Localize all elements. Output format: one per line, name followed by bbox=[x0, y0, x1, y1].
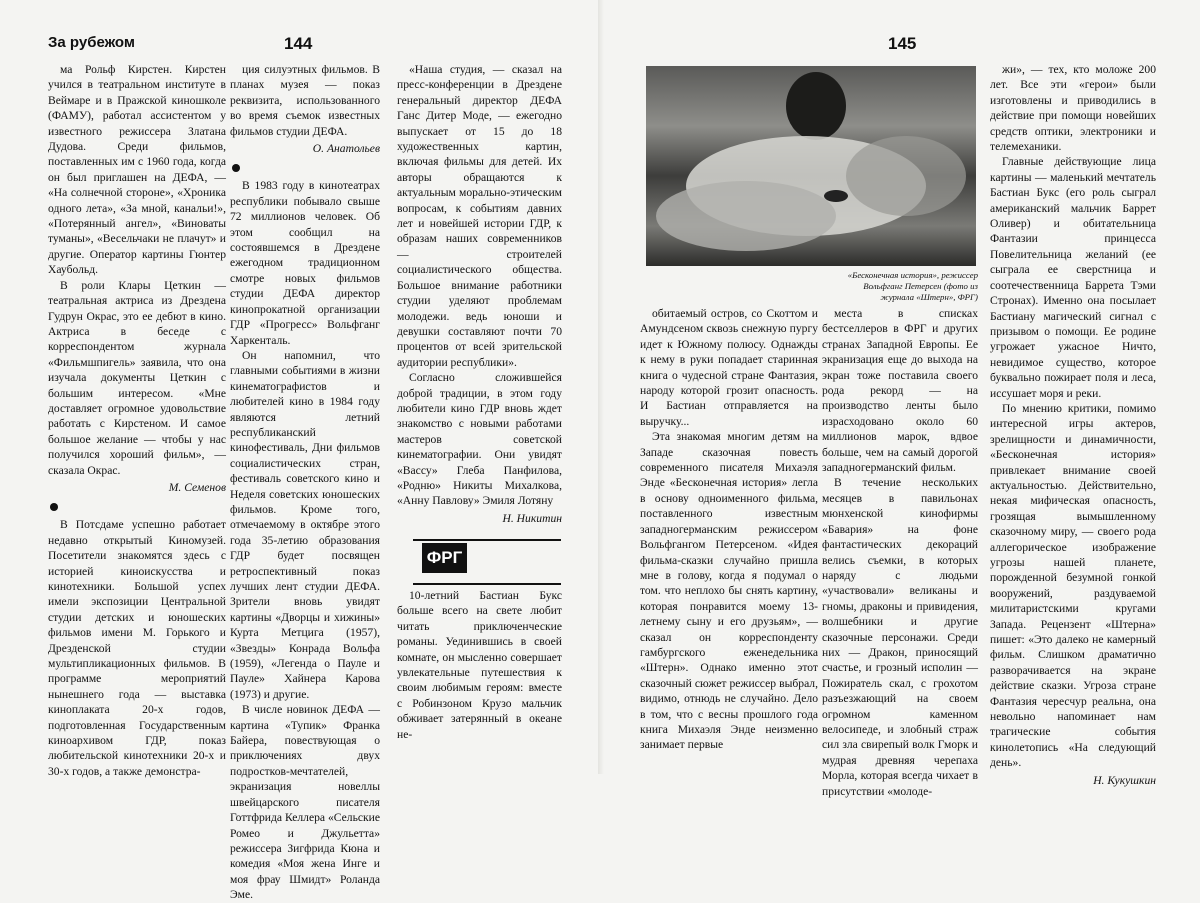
paragraph: В 1983 году в кинотеатрах республики побывало свыше 72 миллионов человек. Об этом сообщил на состоявшемся в Дрездене ежегодном традиционном смотре новых фильмов студии ДЕФА директор кинопрокатной организации ГДР «Прогресс» Вольфганг Харкенталь. bbox=[230, 179, 380, 347]
paragraph: ция силуэтных фильмов. В планах музея — показ реквизита, использованного во время съемок известных фильмов студии ДЕФА. bbox=[230, 63, 380, 138]
section-title: За рубежом bbox=[48, 34, 135, 51]
paragraph: Главные действующие лица картины — маленький мечтатель Бастиан Букс (его роль сыграл американский мальчик Баррет Оливер) и обитательница Фантазии принцесса Повелительница желаний (ее сыграла ее сверстница и соотечественница Баррета Тэми Стронах). Именно она посылает Бастиану магический сигнал с призывом о помощи. Ее родине угрожает ужасное Ничто, невидимое существо, которое буквально пожирает поля и леса, иссушает моря и реки. bbox=[990, 155, 1156, 400]
paragraph: «Наша студия, — сказал на пресс-конференции в Дрездене генеральный директор ДЕФА Ганс Дитер Моде, — ежегодно выпускает от 15 до 18 художественных картин, включая фильмы для детей. Их авторы обращаются к актуальным морально-этическим вопросам, к событиям давних лет и новейшей истории ГДР, к образам наших современников — строителей социалистического общества. Большое внимание работники студии уделяют проблемам молодежи. ведь юноши и девушки составляют почти 70 процентов от всей зрительской аудитории республики». bbox=[397, 63, 562, 369]
column-4 bbox=[640, 306, 818, 753]
section-label-frg: ФРГ bbox=[422, 543, 467, 573]
paragraph: обитаемый остров, со Скоттом и Амундсеном сквозь снежную пургу идет к Южному полюсу. Однажды к нему в руки попадает старинная книга о чудесной стране Фантазия, народу которой грозит опасность. И Бастиан отправляется на выручку... bbox=[640, 307, 818, 428]
paragraph: В Потсдаме успешно работает недавно открытый Киномузей. Посетители знакомятся здесь с историей киноискусства и кинотехники. Большой успех имели экспозиции Центральной студии детских и юношеских фильмов имени М. Горького и Дрезденской студии мультипликационных фильмов. В программе мероприятий нынешнего года — выставка киноплаката 20-х годов, подготовленная Государственным киноархивом ГДР, показ любительской кинотехники 20-х и 30-х годов, а также демонстра- bbox=[48, 518, 226, 778]
column-3-continued bbox=[397, 588, 562, 742]
film-still-photo bbox=[646, 66, 976, 266]
paragraph: По мнению критики, помимо интересной игры актеров, зрелищности и динамичности, «Бесконечная история» привлекает внимание своей актуальностью. Действительно, некая мифическая опасность, грозящая вымышленному сказочному миру, — своего рода аллегорическое изображение угрозы нашей планете, порожденной безумной гонкой вооружений, раздуваемой милитаристскими кругами Запада. Рецензент «Штерна» пишет: «Это далеко не камерный фильм. Слишком драматично разворачивается на экране действие сказки. Угроза стране Фантазия чересчур реальна, она невольно напоминает нам трагические события кинолетопись «На следующий день». bbox=[990, 401, 1156, 770]
paragraph: ма Рольф Кирстен. Кирстен учился в театральном институте в Веймаре и в Пражской киношколе (ФАМУ), работал ассистентом у известного режиссера Златана Дудова. Среди фильмов, поставленных им с 1960 года, когда он был приглашен на ДЕФА, — «На солнечной стороне», «Хроника одного лета», «За мной, канальи!», «Потерянный ангел», «Виноваты туманы», «Весельчаки не плачут» и другие. Оператор картины Гюнтер Хаубольд. bbox=[48, 63, 226, 277]
paragraph: жи», — тех, кто моложе 200 лет. Все эти «герои» были изготовлены и приводились в действие при помощи новейших средств оптики, электроники и телемеханики. bbox=[990, 63, 1156, 154]
column-2 bbox=[230, 62, 380, 903]
signature: Н. Никитин bbox=[502, 511, 562, 525]
page-gutter bbox=[598, 0, 604, 774]
bullet-icon bbox=[50, 503, 58, 511]
signature: О. Анатольев bbox=[312, 142, 380, 156]
page-number-right: 145 bbox=[888, 34, 917, 53]
signature: Н. Кукушкин bbox=[1093, 773, 1156, 787]
signature: М. Семенов bbox=[168, 480, 226, 494]
photo-caption: «Бесконечная история», режиссер Вольфганг Петерсен (фото из журнала «Штерн», ФРГ) bbox=[847, 270, 978, 302]
column-5 bbox=[822, 306, 978, 799]
paragraph: В течение нескольких месяцев в павильонах мюнхенской кинофирмы «Бавария» на фоне фантастических декораций велись съемки, в которых наряду с людьми «участвовали» великаны и гномы, драконы и привидения, волшебники и другие сказочные персонажи. Среди них — Дракон, приносящий счастье, и грозный исполин — Пожиратель скал, с грохотом разъезжающий на своем огромном каменном велосипеде, и злобный страж сил зла свирепый волк Гморк и мудрая древняя черепаха Морла, которая всегда чихает в присутствии «молоде- bbox=[822, 476, 978, 798]
bullet-icon bbox=[232, 164, 240, 172]
page-number-left: 144 bbox=[284, 34, 313, 53]
column-6 bbox=[990, 62, 1156, 788]
paragraph: места в списках бестселлеров в ФРГ и других странах Западной Европы. Ее экранизация еще до выхода на экран тоже поставила своего рода рекорд — на производство ленты было израсходовано около 60 миллионов марок, вдвое больше, чем на самый дорогой западногерманский фильм. bbox=[822, 307, 978, 475]
photo-illustration bbox=[646, 66, 976, 266]
column-1 bbox=[48, 62, 226, 779]
paragraph: Он напомнил, что главными событиями в жизни кинематографистов и любителей кино в 1984 году являются летний республиканский кинофестиваль, Дни фильмов социалистических стран, фестиваль советского кино и Неделя советских юношеских фильмов. Кроме того, отмечаемому в октябре этого года 35-летию образования ГДР будет посвящен ретроспективный показ лучших лент студии ДЕФА. Зрители вновь увидят картины «Дворцы и хижины» Курта Метцига (1957), «Звезды» Конрада Вольфа (1959), «Легенда о Пауле и Пауле» Хайнера Карова (1973) и другие. bbox=[230, 348, 380, 701]
paragraph: 10-летний Бастиан Букс больше всего на свете любит читать приключенческие романы. Уединившись в своей комнате, он мысленно совершает увлекательные путешествия к своим любимым героям: вместе с Робинзоном Крузо мальчик обживает затерянный в океане не- bbox=[397, 589, 562, 741]
column-3 bbox=[397, 62, 562, 526]
paragraph: Согласно сложившейся доброй традиции, в этом году любители кино ГДР вновь ждет знакомство с новыми работами мастеров советской кинематографии. Они увидят «Вассу» Глеба Панфилова, «Родню» Никиты Михалкова, «Анну Павлову» Эмиля Лотяну bbox=[397, 371, 562, 508]
paragraph: В роли Клары Цеткин — театральная актриса из Дрездена Гудрун Окрас, это ее дебют в кино. Актриса в беседе с корреспондентом журнала «Фильмшпигель» заявила, что она изучала документы Цеткин с большим интересом. «Мне доставляет огромное удовольствие работать с Кирстеном. И самое большое желание — чтобы у нас получился хороший фильм», — сказала Окрас. bbox=[48, 278, 226, 477]
paragraph: В числе новинок ДЕФА — картина «Тупик» Франка Байера, повествующая о приключениях двух подростков-мечтателей, экранизация новеллы швейцарского писателя Готтфрида Келлера «Сельские Ромео и Джульетта» режиссера Зигфрида Кюна и комедия «Моя жена Инге и моя фрау Шмидт» Роланда Эме. bbox=[230, 703, 380, 902]
paragraph: Эта знакомая многим детям на Западе сказочная повесть современного писателя Михаэля Энде «Бесконечная история» легла в основу одноименного фильма, поставленного известным западногерманским режиссером Вольфгангом Петерсеном. «Идея фильма-сказки случайно пришла мне в голову, когда я подумал о том. что неплохо бы снять картину, которая понравится моему 13-летнему сыну и его друзьям», — сказал он корреспонденту гамбургского еженедельника «Штерн». Однако именно этот сказочный сюжет режиссер выбрал, видимо, отнюдь не случайно. Дело в том, что с весны прошлого года книга Михаэля Энде неизменно занимает первые bbox=[640, 430, 818, 752]
